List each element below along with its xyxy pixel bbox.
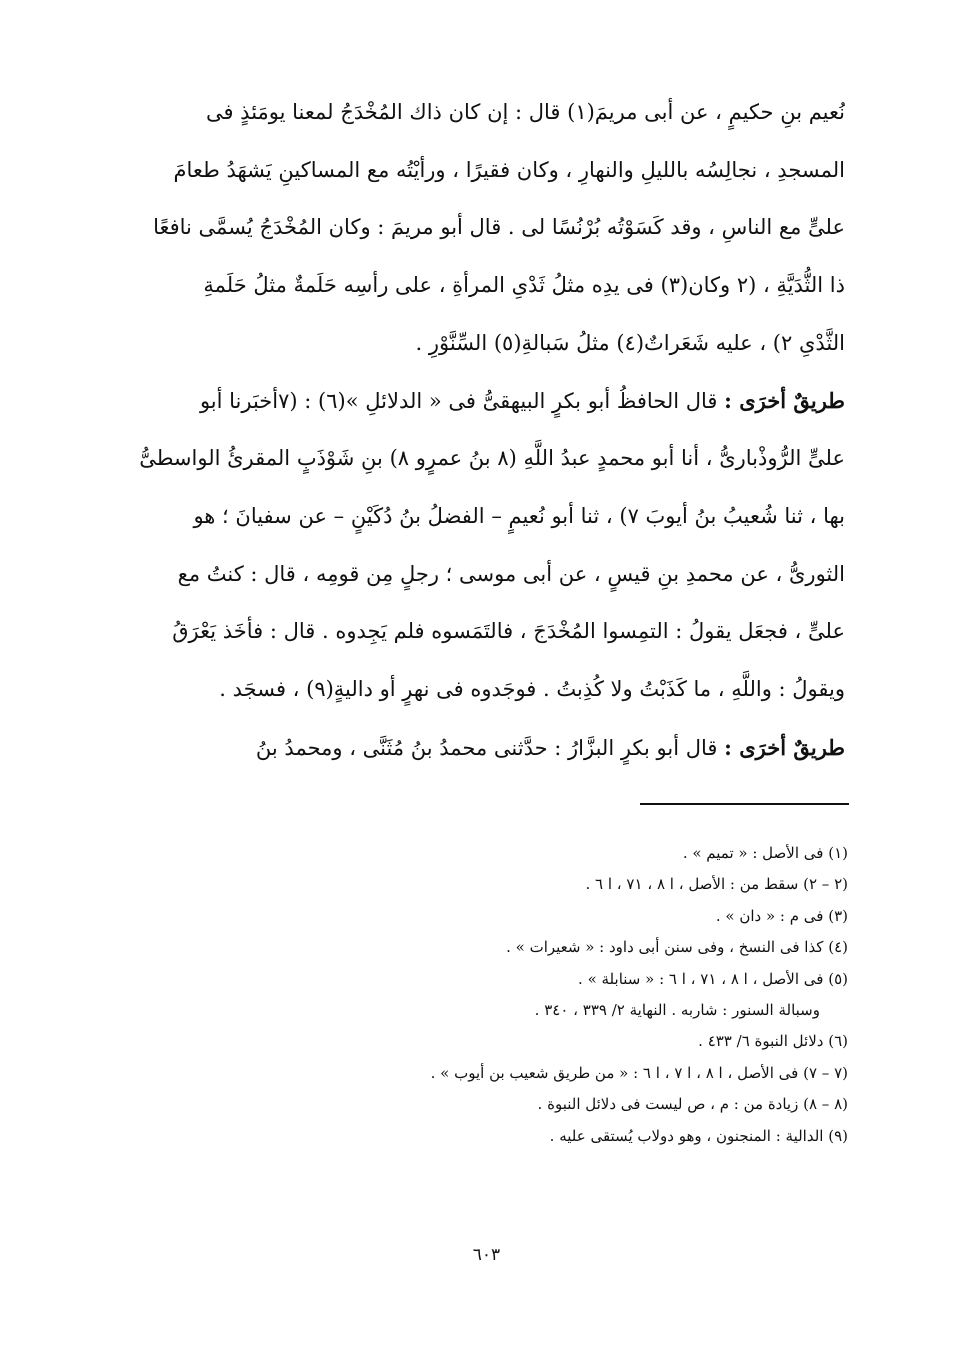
text-line	[138, 488, 845, 546]
line-text: ذا الثُّدَيَّةِ ، (٢ وكان(٣) فى يدِه مثلُ ثَدْىِ المرأةِ ، على رأسِه حَلَمةٌ مثلُ حَلَمةِ	[203, 273, 845, 298]
line-text: علىٍّ الرُّوذْبارىُّ ، أنا أبو محمدٍ عبدُ اللَّهِ (٨ بنُ عمرٍو ٨) بنِ شَوْذَبٍ المقرئُ الواسطىُّ	[139, 446, 845, 471]
footnote: (٩) الدالية : المنجنون ، وهو دولاب يُستقى عليه .	[549, 1126, 848, 1145]
line-text: الثورىُّ ، عن محمدِ بنِ قيسٍ ، عن أبى موسى ؛ رجلٍ مِن قومِه ، قال : كنتُ مع	[177, 561, 845, 586]
footnote: وسبالة السنور : شاربه . النهاية ٢/ ٣٣٩ ، ٣٤٠ .	[534, 1000, 820, 1019]
footnote: (٥) فى الأصل ، ا ٨ ، ٧١ ، ا ٦ : « سنابلة » .	[578, 969, 848, 988]
footnote-divider	[640, 803, 849, 805]
footnotes-block	[240, 838, 848, 1152]
text-line	[138, 603, 845, 661]
text-line	[138, 84, 845, 142]
line-text: علىٍّ مع الناسِ ، وقد كَسَوْتُه بُرْنُسًا لى . قال أبو مريمَ : وكان المُخْدَجُ يُسمَّى نافعًا	[153, 215, 845, 240]
footnote: (٦) دلائل النبوة ٦/ ٤٣٣ .	[698, 1032, 848, 1051]
text-line	[138, 430, 845, 488]
text-line	[138, 257, 845, 315]
line-text: علىٍّ ، فجعَل يقولُ : التمِسوا المُخْدَجَ ، فالتَمَسوه فلم يَجِدوه . قال : فأخَذ يَعْرَقُ	[172, 619, 845, 644]
footnote: (٢ – ٢) سقط من : الأصل ، ا ٨ ، ٧١ ، ا ٦ .	[585, 875, 848, 894]
text-line	[138, 661, 845, 719]
footnote: (٧ – ٧) فى الأصل ، ا ٨ ، ا ٧ ، ا ٦ : « من طريق شعيب بن أيوب » .	[430, 1063, 848, 1082]
line-text: نُعيم بنِ حكيمٍ ، عن أبى مريمَ(١) قال : إن كان ذاك المُخْدَجُ لمعنا يومَئذٍ فى	[205, 100, 845, 124]
main-text-block	[138, 84, 845, 776]
footnote: (٣) فى م : « دان » .	[715, 906, 848, 925]
text-line	[138, 719, 845, 777]
footnote: (٤) كذا فى النسخ ، وفى سنن أبى داود : « شعيرات » .	[506, 938, 848, 957]
text-line	[138, 546, 845, 604]
section-heading: طريقٌ أخرَى :	[724, 388, 845, 414]
line-text: ويقولُ : واللَّهِ ، ما كَذَبْتُ ولا كُذِبتُ . فوجَدوه فى نهرٍ أو داليةٍ(٩) ، فسجَد .	[219, 676, 845, 701]
line-text: بها ، ثنا شُعيبُ بنُ أيوبَ ٧) ، ثنا أبو نُعيمٍ – الفضلُ بنُ دُكَيْنٍ – عن سفيانَ ؛ هو	[193, 503, 845, 528]
footnote: (٨ – ٨) زيادة من : م ، ص ليست فى دلائل النبوة .	[537, 1095, 848, 1114]
footnote: (١) فى الأصل : « تميم » .	[682, 844, 848, 862]
page-number: ٦٠٣	[472, 1245, 501, 1265]
line-text: قال الحافظُ أبو بكرٍ البيهقىُّ فى « الدلائلِ »(٦) : (٧أخبَرنا أبو	[199, 389, 725, 414]
line-text: قال أبو بكرٍ البزَّارُ : حدَّثنى محمدُ بنُ مُثَنَّى ، ومحمدُ بنُ	[255, 735, 725, 760]
text-line	[138, 142, 845, 200]
text-line	[138, 199, 845, 257]
section-heading: طريقٌ أخرَى :	[724, 734, 845, 760]
text-line	[138, 372, 845, 430]
line-text: الثَّدْىِ ٢) ، عليه شَعَراتٌ(٤) مثلُ سَبالةِ(٥) السِّنَّوْرِ .	[415, 330, 845, 355]
text-line	[138, 315, 845, 373]
line-text: المسجدِ ، نجالِسُه بالليلِ والنهارِ ، وكان فقيرًا ، ورأيْتُه مع المساكينِ يَشهَدُ طعامَ	[173, 157, 845, 182]
